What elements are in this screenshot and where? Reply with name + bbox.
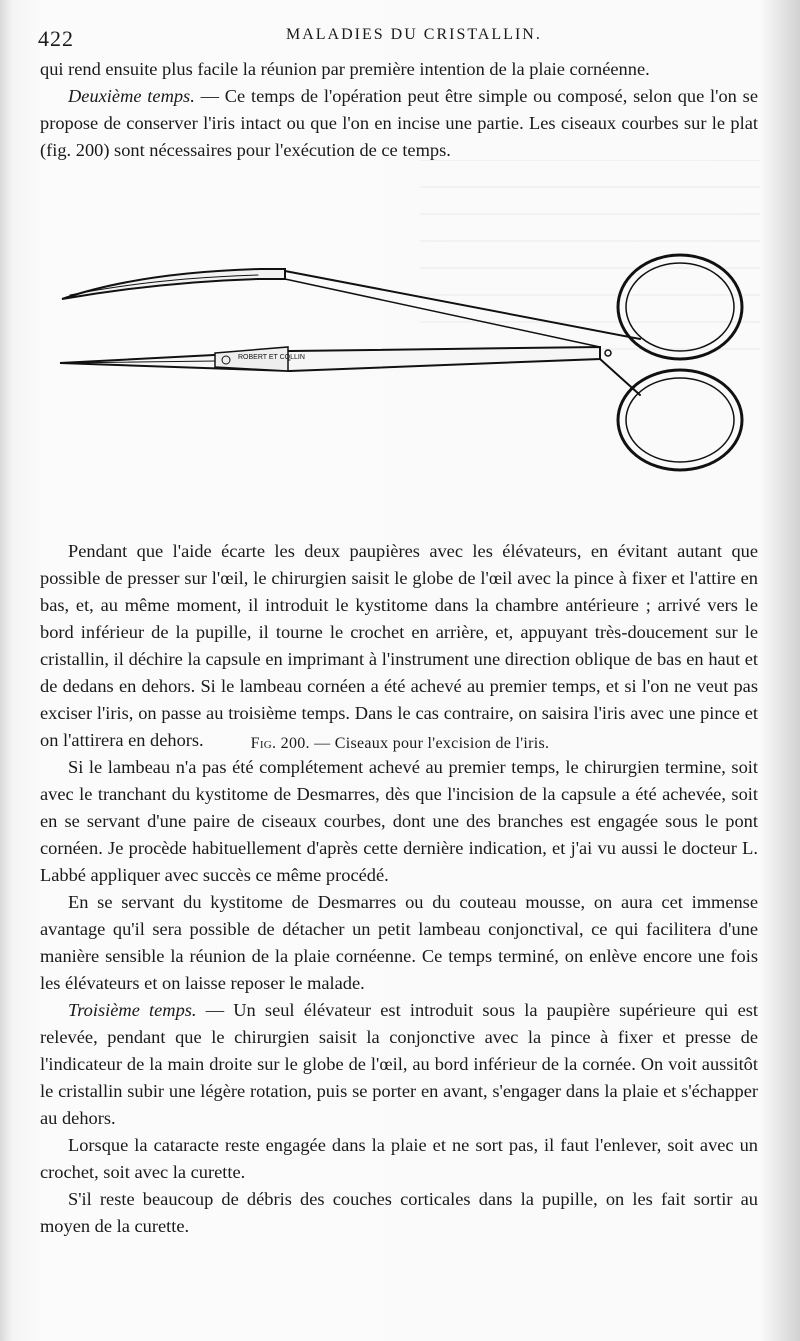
page-number: 422: [38, 26, 74, 51]
section-label: Troisième temps.: [68, 1000, 197, 1020]
paragraph-6: S'il reste beaucoup de débris des couches corticales dans la pupille, on les fait sortir au moyen de la curette.: [40, 1189, 758, 1236]
running-title: MALADIES DU CRISTALLIN.: [286, 26, 542, 43]
paragraph-troisieme-temps: [40, 997, 758, 1132]
paragraph-text: — Un seul élévateur est introduit sous la paupière supérieure qui est relevée, pendant que le chirurgien saisit la conjonctive avec la pince à fixer et presse de l'indicateur de la main droite sur le globe de l'œil, au bord inférieur de la cornée. On voit aussitôt le cristallin subir une légère rotation, puis se porter en avant, s'engager dans la plaie et s'échapper au dehors.: [40, 1000, 759, 1128]
intro-text: [40, 56, 758, 164]
page-header: [38, 18, 760, 51]
section-label: Deuxième temps.: [68, 86, 195, 106]
paragraph-2: Si le lambeau n'a pas été complétement achevé au premier temps, le chirurgien termine, soit avec le tranchant du kystitome de Desmarres, dès que l'incision de la capsule a été achevée, soit en se servant d'une paire de ciseaux courbes, dont une des branches est engagée sous le pont cornéen. Je procède habituellement d'après cette dernière indication, et j'ai vu aussi le docteur L. Labbé appliquer avec succès ce même procédé.: [40, 757, 758, 885]
paragraph-text: — Ce temps de l'opération peut être simple ou composé, selon que l'on se propose de conserver l'iris intact ou que l'on en incise une partie. Les ciseaux courbes sur le plat (fig. 200) sont nécessaires pour l'exécution de ce temps.: [40, 86, 758, 160]
caption-label: Fig. 200.: [250, 735, 310, 752]
paragraph-5: Lorsque la cataracte reste engagée dans la plaie et ne sort pas, il faut l'enlever, soit avec un crochet, soit avec la curette.: [40, 1135, 758, 1182]
engraving-mark: ROBERT ET COLLIN: [238, 354, 305, 361]
paragraph-3: En se servant du kystitome de Desmarres ou du couteau mousse, on aura cet immense avantage qu'il sera possible de détacher un petit lambeau conjonctival, ce qui facilitera d'une manière sensible la réunion de la plaie cornéenne. Ce temps terminé, on enlève encore une fois les élévateurs et on laisse reposer le malade.: [40, 892, 758, 993]
body-text: [40, 538, 758, 1240]
paragraph-1: Pendant que l'aide écarte les deux paupières avec les élévateurs, en évitant autant que possible de presser sur l'œil, le chirurgien saisit le globe de l'œil avec la pince à fixer et l'attire en bas, et, au même moment, il introduit le kystitome dans la chambre antérieure ; arrivé vers le bord inférieur de la pupille, il tourne le crochet en arrière, et, appuyant très-doucement sur le cristallin, il déchire la capsule en imprimant à l'instrument une direction oblique de bas en haut et de dedans en dehors. Si le lambeau cornéen a été achevé au premier temps, et si l'on ne veut pas exciser l'iris, on passe au troisième temps. Dans le cas contraire, on saisira l'iris avec une pince et on l'attirera en dehors.: [40, 541, 758, 750]
scissors-illustration: [40, 235, 760, 505]
paragraph-deuxieme-temps: [40, 83, 758, 164]
caption-text: — Ciseaux pour l'excision de l'iris.: [309, 735, 550, 752]
paragraph-continuation: qui rend ensuite plus facile la réunion par première intention de la plaie cornéenne.: [40, 59, 650, 79]
